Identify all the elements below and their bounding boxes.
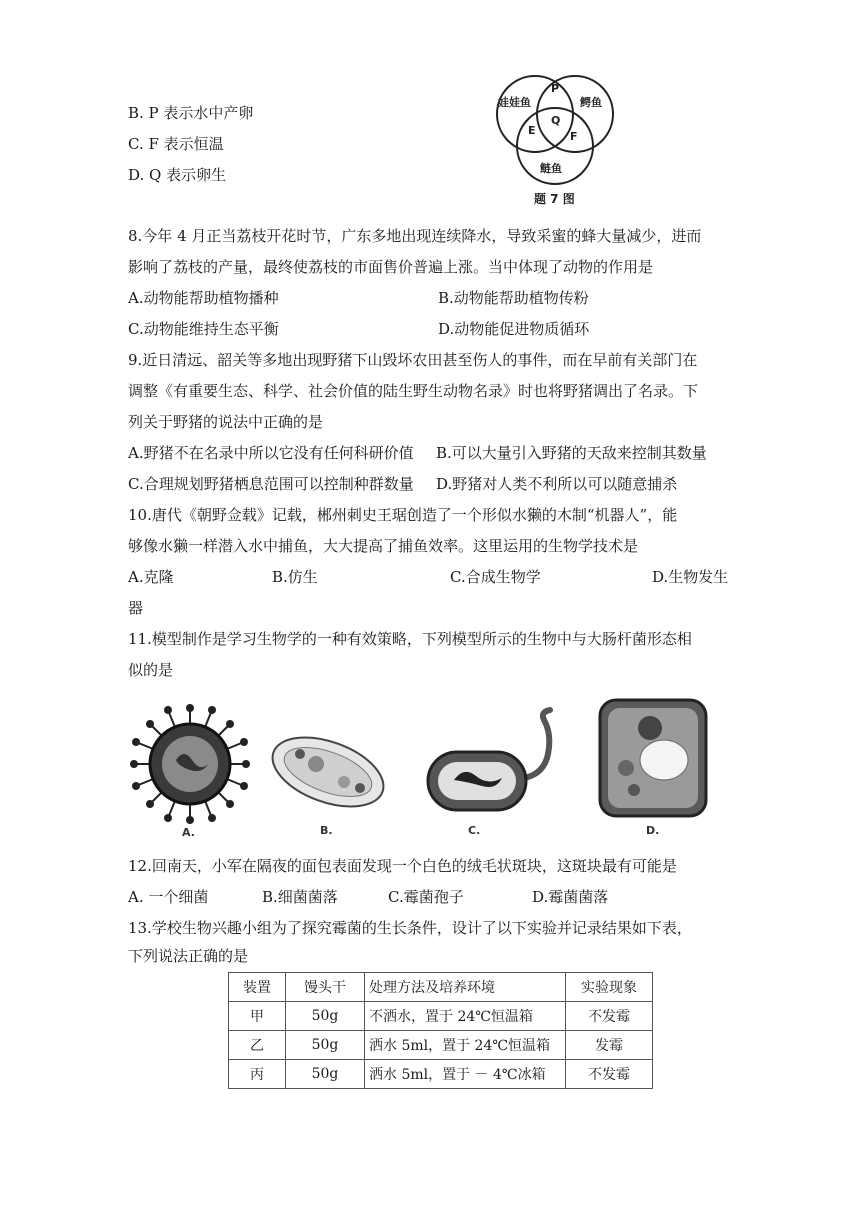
- venn-label-q: Q: [551, 114, 561, 127]
- table-header-cell: 馒头干: [286, 973, 365, 1002]
- q9-stem-line-1: 9.近日清远、韶关等多地出现野猪下山毁坏农田甚至伤人的事件，而在早前有关部门在: [128, 351, 698, 369]
- q13-stem-line-2: 下列说法正确的是: [128, 947, 249, 965]
- q9-stem-line-2: 调整《有重要生态、科学、社会价值的陆生野生动物名录》时也将野猪调出了名录。下: [128, 382, 699, 400]
- table-cell: 丙: [229, 1060, 286, 1089]
- venn-label-giant-salamander: 娃娃鱼: [498, 96, 531, 109]
- q12-option-a: A. 一个细菌: [128, 888, 209, 906]
- q9-option-c: C.合理规划野猪栖息范围可以控制种群数量: [128, 475, 414, 493]
- q7-option-c: C. F 表示恒温: [128, 135, 224, 153]
- q11-figure-a-virus: [128, 702, 252, 842]
- table-cell: 甲: [229, 1002, 286, 1031]
- q10-option-a: A.克隆: [128, 568, 174, 586]
- q8-stem-line-1: 8.今年 4 月正当荔枝开花时节，广东多地出现连续降水，导致采蜜的蜂大量减少，进而: [128, 227, 702, 245]
- q7-option-b: B. P 表示水中产卵: [128, 104, 254, 122]
- q9-option-b: B.可以大量引入野猪的天敌来控制其数量: [436, 444, 707, 462]
- q8-option-d: D.动物能促进物质循环: [438, 320, 590, 338]
- figure-label-c: C.: [468, 824, 481, 837]
- q9-option-d: D.野猪对人类不利所以可以随意捕杀: [436, 475, 678, 493]
- figure-label-d: D.: [646, 824, 660, 837]
- table-header-cell: 处理方法及培养环境: [365, 973, 566, 1002]
- virus-model-icon: [128, 702, 252, 826]
- venn-label-f: F: [570, 130, 578, 143]
- q10-option-d: D.生物发生: [652, 568, 729, 586]
- table-cell: 洒水 5ml，置于 24℃恒温箱: [365, 1031, 566, 1060]
- q13-stem-line-1: 13.学校生物兴趣小组为了探究霉菌的生长条件，设计了以下实验并记录结果如下表，: [128, 919, 692, 937]
- venn-label-silver-carp: 鲢鱼: [540, 162, 562, 175]
- q8-option-a: A.动物能帮助植物播种: [128, 289, 279, 307]
- q12-option-c: C.霉菌孢子: [388, 888, 464, 906]
- table-cell: 50g: [286, 1031, 365, 1060]
- q11-figure-b-paramecium: [266, 720, 390, 842]
- table-cell: 乙: [229, 1031, 286, 1060]
- q9-option-a: A.野猪不在名录中所以它没有任何科研价值: [128, 444, 414, 462]
- q7-venn-diagram: [490, 74, 620, 214]
- table-cell: 不发霉: [566, 1002, 653, 1031]
- venn-label-crocodile: 鳄鱼: [580, 96, 602, 109]
- venn-label-e: E: [528, 124, 536, 137]
- figure-label-a: A.: [182, 826, 195, 839]
- q10-option-c: C.合成生物学: [450, 568, 541, 586]
- q8-stem-line-2: 影响了荔枝的产量，最终使荔枝的市面售价普遍上涨。当中体现了动物的作用是: [128, 258, 654, 276]
- q11-figure-c-bacterium: [424, 706, 574, 842]
- table-header-row: [229, 973, 653, 1002]
- table-cell: 不洒水，置于 24℃恒温箱: [365, 1002, 566, 1031]
- table-cell: 50g: [286, 1002, 365, 1031]
- q12-stem: 12.回南天，小军在隔夜的面包表面发现一个白色的绒毛状斑块，这斑块最有可能是: [128, 857, 677, 875]
- q8-option-b: B.动物能帮助植物传粉: [438, 289, 589, 307]
- table-header-cell: 装置: [229, 973, 286, 1002]
- q7-option-d: D. Q 表示卵生: [128, 166, 227, 184]
- q11-figure-d-plant-cell: [594, 696, 712, 842]
- venn-label-p: P: [551, 82, 560, 95]
- q12-option-d: D.霉菌菌落: [532, 888, 609, 906]
- table-cell: 洒水 5ml，置于 － 4℃冰箱: [365, 1060, 566, 1089]
- table-cell: 50g: [286, 1060, 365, 1089]
- q11-stem-line-1: 11.模型制作是学习生物学的一种有效策略，下列模型所示的生物中与大肠杆菌形态相: [128, 630, 692, 648]
- q11-stem-line-2: 似的是: [128, 661, 174, 679]
- table-row: [229, 1002, 653, 1031]
- bacterium-model-icon: [424, 706, 574, 824]
- q10-stem-line-2: 够像水獭一样潜入水中捕鱼，大大提高了捕鱼效率。这里运用的生物学技术是: [128, 537, 639, 555]
- q13-experiment-table: [228, 972, 653, 1089]
- table-cell: 不发霉: [566, 1060, 653, 1089]
- q12-option-b: B.细菌菌落: [262, 888, 338, 906]
- paramecium-model-icon: [266, 720, 390, 824]
- table-cell: 发霉: [566, 1031, 653, 1060]
- table-row: [229, 1060, 653, 1089]
- q10-option-d-wrap: 器: [128, 599, 144, 617]
- q10-stem-line-1: 10.唐代《朝野佥载》记载，郴州刺史王琚创造了一个形似水獭的木制“机器人”，能: [128, 506, 678, 524]
- q9-stem-line-3: 列关于野猪的说法中正确的是: [128, 413, 324, 431]
- plant-cell-model-icon: [594, 696, 712, 820]
- table-row: [229, 1031, 653, 1060]
- q8-option-c: C.动物能维持生态平衡: [128, 320, 279, 338]
- figure-label-b: B.: [320, 824, 333, 837]
- q10-option-b: B.仿生: [272, 568, 318, 586]
- table-header-cell: 实验现象: [566, 973, 653, 1002]
- venn-caption: 题 7 图: [534, 192, 575, 206]
